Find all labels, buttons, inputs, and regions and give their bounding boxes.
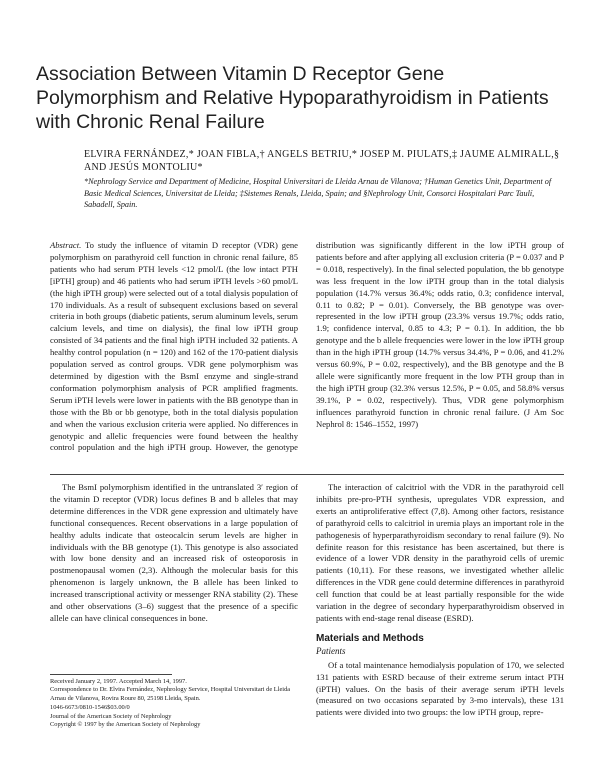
- intro-paragraph-2: The interaction of calcitriol with the VDR in the parathyroid cell inhibits pre-pro-PTH synthesis, upregulates VDR expression, and exerts an antiproliferative effect (7,8). Among other factors, resistance of parathyroid cells to calcitriol in uremia plays an important role in the pathogenesis of hyperparathyroidism secondary to renal failure (9). No definite reason for this resistance has been ascertained, but there is evidence of a lower VDR density in the parathyroid cells of uremic patients (10,11). For these reasons, we investigated whether allelic differences in the VDR gene could determine differences in parathyroid cell function that could be at least partially responsible for the wide variation in the degree of secondary hyperparathyroidism observed in patients with end-stage renal disease (ESRD).: [316, 482, 564, 623]
- body-column-right: [316, 482, 564, 719]
- subsection-heading-patients: Patients: [316, 645, 346, 656]
- intro-paragraph-1: The BsmI polymorphism identified in the untranslated 3′ region of the vitamin D receptor (VDR) locus defines B and b alleles that may determine differences in the VDR gene expression and ultimately have functional consequences. Recent observations in a large population of healthy adults indicate that osteocalcin serum levels are higher in individuals with the BB genotype (1). This genotype is also associated with low bone density and an increased risk of osteoporosis in postmenopausal women (2,3). Although the molecular basis for this phenomenon is largely unknown, the B allele has been linked to increased transcriptional activity or messenger RNA stability (2). These and other observations (3–6) suggest that the presence of a specific allele can have clinical consequences in bone.: [50, 482, 298, 623]
- abstract-label: Abstract.: [50, 240, 82, 250]
- copyright-notice: Copyright © 1997 by the American Society of Nephrology: [50, 721, 201, 729]
- abstract: [50, 240, 564, 466]
- patients-paragraph: Of a total maintenance hemodialysis population of 170, we selected 131 patients with ESRD because of their extreme serum intact PTH (iPTH) values. On the basis of their average serum iPTH levels (measured on two occasions separated by 3-mo intervals), these 131 patients were divided into two groups: the low iPTH group, repre-: [316, 659, 564, 718]
- issn-code: 1046-6673/0810-1546$03.00/0: [50, 704, 130, 712]
- abstract-text: To study the influence of vitamin D receptor (VDR) gene polymorphism on parathyroid cell function in chronic renal failure, 85 patients who had serum PTH levels <12 pmol/L (the low intact PTH [iPTH] group) and 46 patients who had serum iPTH levels >60 pmol/L (the high iPTH group) were selected out of a total dialysis population of 170 individuals. As a result of subsequent exclusions based on several criteria in both groups (diabetic patients, serum aluminum levels, serum calcium levels, and time on dialysis), the final low iPTH group consisted of 34 patients and the final high iPTH included 32 patients. A healthy control population (n = 120) and 162 of the 170-patient dialysis population served as control groups. VDR gene polymorphism was determined by digestion with the BsmI enzyme and single-strand conformation polymorphism analysis of PCR amplified fragments. Serum iPTH levels were lower in patients with the BB genotype than in those with the Bb or bb genotype, both in the total dialysis population and when the various exclusion criteria were applied. No differences in genotypic and allelic frequencies were found between the healthy control population and the high iPTH group. However, the genotype distribution was significantly different in the low iPTH group of patients before and after applying all exclusion criteria (P = 0.037 and P = 0.018, respectively). In the final selected population, the bb genotype was less frequent in the low iPTH group than in the total dialysis population (14.7% versus 36.4%; odds ratio, 0.3; confidence interval, 0.11 to 0.82; P = 0.01). Conversely, the BB genotype was over-represented in the low iPTH group (23.3% versus 19.7%; odds ratio, 1.9; confidence interval, 0.85 to 4.3; P = 0.1). In addition, the bb genotype and the b allele frequencies were lower in the low iPTH group than in the high iPTH group (14.7% versus 34.4%, P = 0.06, and 41.2% versus 60.9%, P = 0.02, respectively), and the BB genotype and the B allele were significantly more frequent in the low PTH group than in the high iPTH group (32.3% versus 12.5%, P = 0.05, and 58.8% versus 39.1%, P = 0.02, respectively). Thus, VDR gene polymorphism influences parathyroid function in chronic renal failure. (J Am Soc Nephrol 8: 1546–1552, 1997): [50, 240, 564, 453]
- received-date: Received January 2, 1997. Accepted March 14, 1997.: [50, 678, 187, 685]
- correspondence-note: Correspondence to Dr. Elvira Fernández, Nephrology Service, Hospital Universitari de Lleida Arnau de Vilanova, Rovira Roure 80, 25198 Lleida, Spain.: [50, 686, 291, 702]
- author-affiliations: *Nephrology Service and Department of Medicine, Hospital Universitari de Lleida Arnau de Vilanova; †Human Genetics Unit, Department of Basic Medical Sciences, Universitat de Lleida; ‡Sistemes Renals, Lleida, Spain; and §Nephrology Unit, Consorci Hospitalari Parc Taulí, Sabadell, Spain.: [84, 177, 552, 209]
- abstract-divider: [50, 474, 564, 475]
- author-list: ELVIRA FERNÁNDEZ,* JOAN FIBLA,† ANGELS BETRIU,* JOSEP M. PIULATS,‡ JAUME ALMIRALL,§ AND JESÚS MONTOLIU*: [84, 149, 560, 173]
- body-column-left: [50, 482, 298, 625]
- footnotes: [50, 678, 300, 729]
- section-heading-methods: Materials and Methods: [316, 632, 424, 644]
- footnote-divider: [50, 674, 172, 675]
- journal-name: Journal of the American Society of Nephrology: [50, 712, 172, 720]
- article-title: Association Between Vitamin D Receptor Gene Polymorphism and Relative Hypoparathyroidism in Patients with Chronic Renal Failure: [36, 63, 549, 133]
